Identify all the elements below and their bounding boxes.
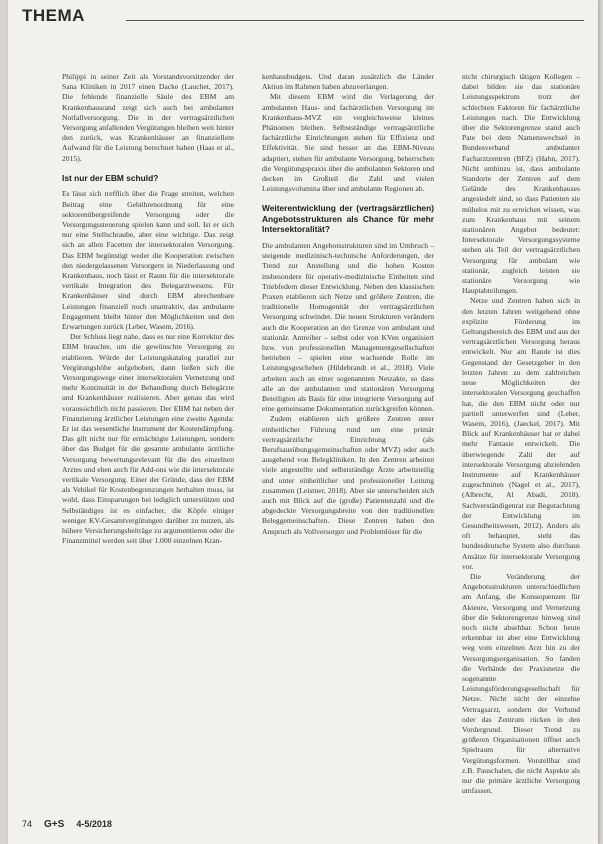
text-column-1 [62,72,234,546]
paragraph: Es lässt sich trefflich über die Frage streiten, welchen Beitrag eine Gebührenordnung für eine sektorenübergreifende Versorgung oder die Versorgungssteuerung spielen kann und soll. Ist er sich nur eine Stellschraube, aber eine wichtige. Das zeigt sich an allen Facetten der intersektoralen Versorgung. Das EBM begünstigt weder die Kooperation zwischen den niedergelassenen Versorgern in Niederlassung und Krankenhaus, noch lässt er Raum für die intersektorale vertikale Integration des Belegarztwesens. Für Krankenhäuser sind durch EBM abrechenbare Leistungen finanziell noch unattraktiv, das ambulante Engagement bleibt hinter den Möglichkeiten und den Erwartungen zurück (Leber, Wasem, 2016). [62,189,234,331]
paragraph: nicht chirurgisch tätigen Kollegen – dabei bilden sie das stationäre Leistungsspektrum trotz der schlechten Faktoren für fachärztliche Leistungen nach. Die Entwicklung über die Sektorengrenze stand auch Pate bei dem Namenswechsel in Bundesverband ambulanter Facharztzentren (BFZ) (Hahn, 2017). Nicht umhinzu ist, dass ambulante Standorte der Zentren auf dem Gelände des Krankenhauses angesiedelt sind, so dass Patienten sie mühelos mit zu erreichen wissen, was zum Krankenhaus mit seinem stationären Angebot bedeutet: Intersektorale Versorgungssysteme stehen als Teil der vertragsärztlichen Versorgung für ambulant wie stationär, zugleich leisten sie stationäre Versorgung wie Hauptabteilungen. [462,72,580,296]
subheading: Ist nur der EBM schuld? [62,172,159,183]
paragraph: Die Veränderung der Angebotsstrukturen unterschiedlichen am Anfang, die Konsequenzen für Akteure, Versorgung und Vernetzung über die Sektorengrenze hinweg sind noch nicht absehbar. Schon heute erkennbar ist aber eine Entwicklung weg vom einzelnen Arzt hin zu der Versorgungsorganisation. So fanden die Verbände der Praxisnetze die sogenannte Leistungsförderungsgesellschaft für Netze. Nicht nicht der einzelne Vertragsarzt, sondern der Verbund oder das Zentrum rücken in den Vordergrund. Dieser Trend zu größeren Organisationen öffnet auch Spielraum für alternative Vergütungsformen. Vorstellbar sind z.B. Pauschalen, die nicht Aspekte als nur die primäre ärztliche Versorgung umfassen. [462,571,580,796]
subheading: Weiterentwicklung der (vertragsärztlichen) Angebotsstrukturen als Chance für mehr Intersektoralität? [262,203,434,235]
paragraph: Mit diesem EBM wird die Verlagerung der ambulanten Haus- und fachärztlichen Versorgung im Krankenhaus-MVZ ein vergleichsweise kleines Phänomen bleiben. Selbstständige vertragsärztliche fachärztliche Einrichtungen stehen für Effizienz und Effektivität. Sie sind besser an das EBM-Niveau adaptiert, stehen für ambulante Versorgung, beherrschen die Vergütungspraxis über die ambulanten Sektoren und decken im Großteil die Zahl und vielen Leistungsvolumina über und ambulante Regionen ab. [262,92,434,194]
publication-brand: G+S [44,819,65,830]
magazine-page [8,0,598,844]
header-rule [126,20,584,21]
text-column-3 [462,72,580,796]
paragraph: Philippi in seiner Zeit als Vorstandsvorsitzender der Sana Kliniken in 2017 einen Dacke (Lauchet, 2017). Die fehlende finanzielle Säule des EBM am Krankenhausrand zeigt sich auch bei ambulanter Notfallversorgung. Die in der vertragsärztlichen Versorgung anfallenden Vergütungen bleiben weit hinter den zurück, was Krankenhäuser an finanziellem Aufwand für die Leistung berechnet haben (Haas et al., 2015). [62,72,234,163]
paragraph: Die ambulanten Angebotsstrukturen sind im Umbruch – steigende medizinisch-technische Anforderungen, der Trend zur Anstellung und die hohen Kosten insbesondere für operativ-medizinische Einheiten sind Triebfedern dieser Entwicklung. Neben den klassischen Praxen etablieren sich Netze und größere Zentren, die traditionelle Homogenität der vertragsärztlichen Versorgung schwindet. Die neuen Strukturen verändern auch die Kooperation an der Grenze von ambulant und stationär. Antreiber – selbst oder von KVen organisiert bzw. von professionellen Managementgesellschaften betrieben – spielen eine wachsende Rolle im Leistungsgeschehen (Hildebrandt et al., 2018). Viele arbeiten auch an einer sogenannten Netzakte, so dass alle an der ambulanten und stationären Versorgung Beteiligten als Basis für eine integrierte Versorgung auf eine gemeinsame Dokumentation zurückgreifen können. [262,240,434,414]
page-footer [22,819,112,830]
text-column-2 [262,72,434,537]
paragraph: Netze und Zentren haben sich in den letzten Jahren weitgehend ohne explizite Förderung im Geltungsbereich des EBM und aus der vertragsärztlichen Versorgung heraus entwickelt. Nur am Rande ist dies Gegenstand der Gesetzgeber in den letzten Jahren zu dem zahlreichen neue Möglichkeiten der intersektoralen Versorgung geschaffen hat, die den EBM nicht oder nur partiell unterwerfen sind (Leber, Wasem, 2016), (Jaeckel, 2017). Mit Blick auf Krankenhäuser hat er dabei mehr Fantasie entwickelt. Die überwiegende Zahl der auf intersektorale Versorgung abzielenden Instrumente auf Krankenhäuser zugeschnitten (Nagel et al., 2017), (Albrecht, Al Abadi, 2018). Sachverständigenrat zur Begutachtung der Entwicklung im Gesundheitswesen, 2012). Anders als oft behauptet, steht das bundesdeutsche System also durchaus Ansätze für intersektorale Versorgung vor. [462,296,580,571]
page-number: 74 [22,819,33,829]
issue-label: 4-5/2018 [76,819,112,829]
section-label: THEMA [22,6,85,25]
paragraph: Der Schluss liegt nahe, dass es nur eine Korrektur des EBM brauchte, um die gewünschte Versorgung zu etablieren. Würde der Leistungskatalog parallel zur Vergütungshöhe aufgehoben, dann ließen sich die Versorgungswege einer intersektoralen Vernetzung und mehr Kontinuität in der Behandlung durch Belegärzte und Krankenhäuser realisieren. Aber genau das wird voraussichtlich nicht passieren. Der EBM hat neben der Finanzierung ärztlicher Leistungen eine zweite Agenda: Er ist das wesentliche Instrument der Kostendämpfung. Das gilt nicht nur für ermächtigte Leistungen, sondern über das Budget für die gesamte ambulante ärztliche Versorgung bewertungsrelevant für die des einzelnen Arztes und eben auch für Add-ons wie die intersektorale vertikale Versorgung. Einer der Gründe, dass der EBM als Vehikel für Kostenbegrenzungen herhalten muss, ist wohl, dass Einsparungen bei lediglich unterstützen und Selbständiges ist es einfacher, die Köpfe einiger weniger KV-Gesamtvergütungen darüber zu nutzen, als höhere Versicherungsbeiträge zu argumentieren oder die Finanzmittel werden seit über 1.000 einzelnen Kran- [62,332,234,546]
paragraph: Zudem etablieren sich größere Zentren unter einheitlicher Führung rund um eine primär vertragsärztliche Einrichtung (als Berufsausübungsgemeinschaften oder MVZ) oder auch ausgehend von Belegkliniken. In den Zentren arbeiten viele angestellte und selbstständige Ärzte arbeitsteilig und unter einheitlicher und professioneller Leitung zusammen (Leistner, 2018). Aber sie unterscheiden sich auch mit Blick auf die (große) Patientenzahl und die abgedeckte Versorgungsbreite von den traditionellen Beleggemeinschaften. Diese Zentren haben den Anspruch als Vollversorger und Problemlöser für die [262,414,434,536]
paragraph: kenhausbudgets. Und daran zusätzlich die Länder Aktion im Rahmen haben abzuverlangen. [262,72,434,92]
